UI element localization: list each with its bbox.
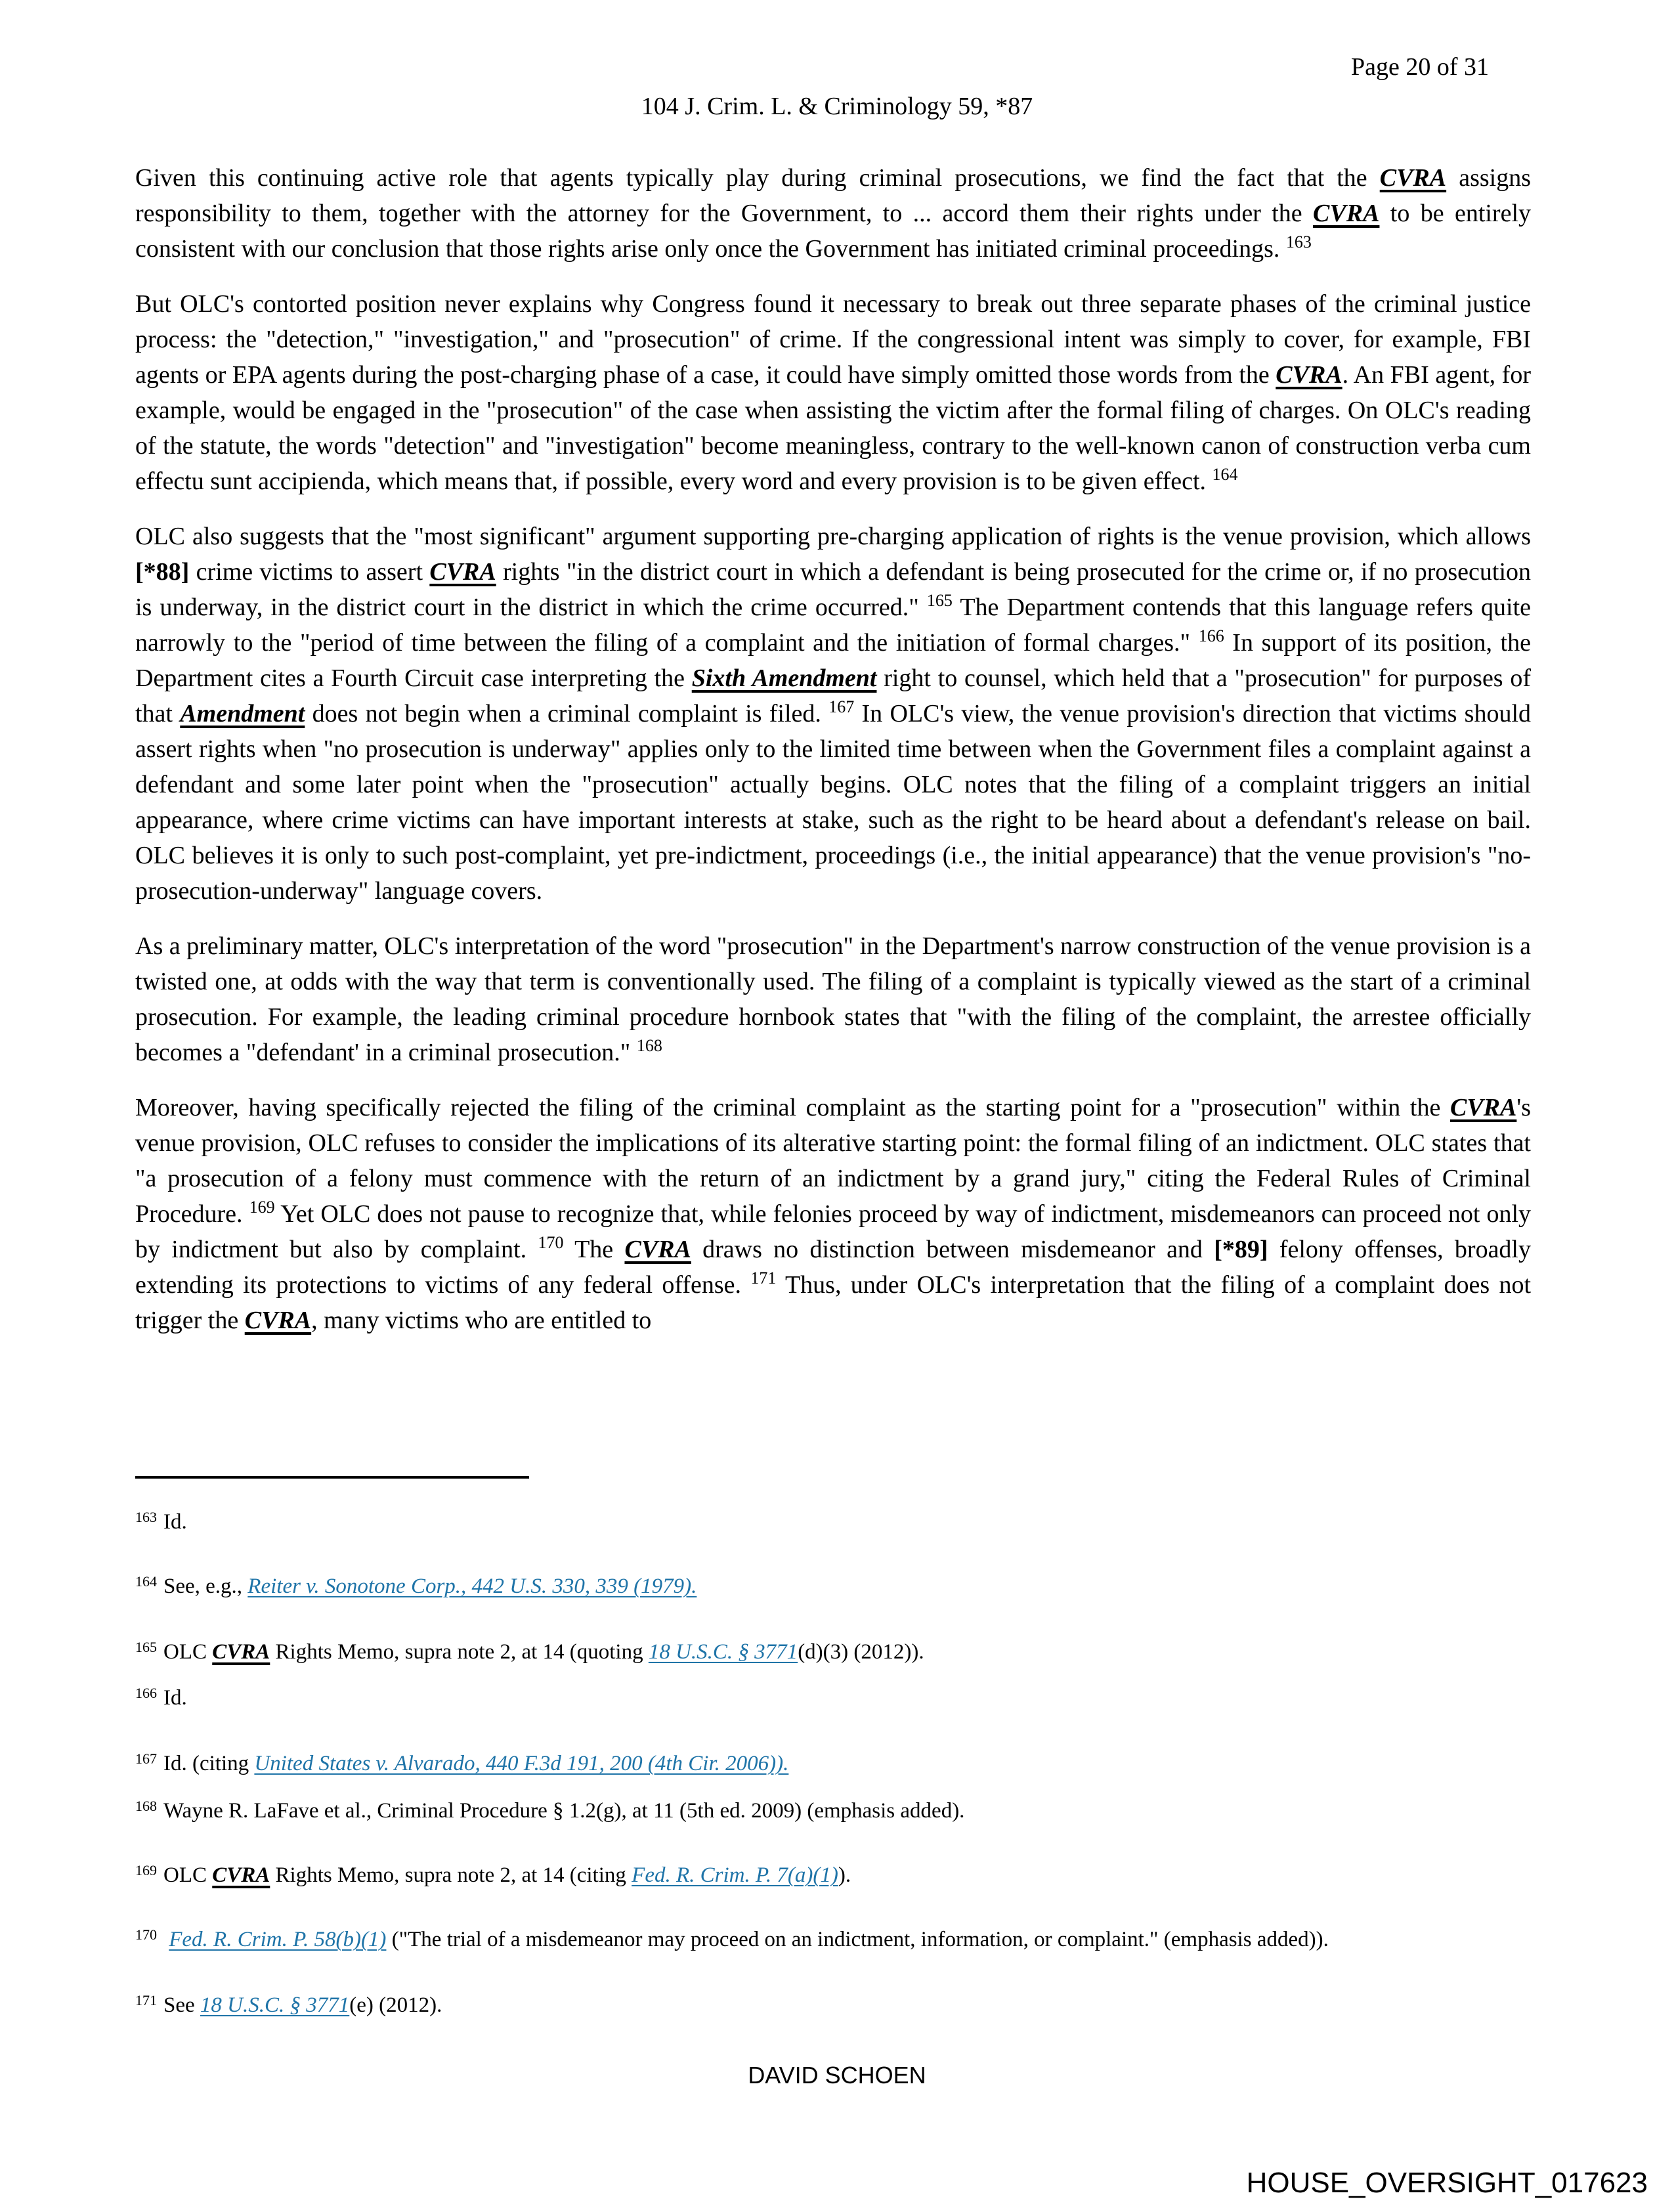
paragraph-3: OLC also suggests that the "most significant" argument supporting pre-charging application of rights is the venue provision, which allows [*88] crime victims to assert CVRA rights "in the district court in which a defendant is being prosecuted for the crime or, if no prosecution is underway, in the district court in the district in which the crime occurred." $^{165}$ The Department contends that this language refers quite narrowly to the "period of time between the filing of a complaint and the initiation of formal charges." $^{166}$ In support of its position, the Department cites a Fourth Circuit case interpreting the Sixth Amendment right to counsel, which held that a "prosecution" for purposes of that Amendment does not begin when a criminal complaint is filed. $^{167}$ In OLC's view, the venue provision's direction that victims should assert rights when "no prosecution is underway" applies only to the limited time between when the Government files a complaint against a defendant and some later point when the "prosecution" actually begins. OLC notes that the filing of a complaint triggers an initial appearance, where crime victims can have important interests at stake, such as the right to be heard about a defendant's release on bail. OLC believes it is only to such post-complaint, yet pre-indictment, proceedings (i.e., the initial appearance) that the venue provision's "no-prosecution-underway" language covers. <box>135 523 1532 905</box>
page-number: Page 20 of 31 <box>1351 53 1490 81</box>
amendment-link[interactable]: Amendment <box>180 700 305 727</box>
paragraph-5: Moreover, having specifically rejected the filing of the criminal complaint as the starting point for a "prosecution" within the CVRA's venue provision, OLC refuses to consider the implications of its alterative starting point: the formal filing of an indictment. OLC states that "a prosecution of a felony must commence with the return of an indictment by a grand jury," citing the Federal Rules of Criminal Procedure. $^{169}$ Yet OLC does not pause to recognize that, while felonies proceed by way of indictment, misdemeanors can proceed not only by indictment but also by complaint. $^{170}$ The CVRA draws no distinction between misdemeanor and [*89] felony offenses, broadly extending its protections to victims of any federal offense. $^{171}$ Thus, under OLC's interpretation that the filing of a complaint does not trigger the CVRA, many victims who are entitled to <box>135 1094 1532 1334</box>
footnote-ref-165[interactable]: 165 <box>926 591 953 610</box>
cvra-link[interactable]: CVRA <box>212 1863 270 1887</box>
running-header-citation: 104 J. Crim. L. & Criminology 59, *87 <box>641 93 1033 120</box>
footnote-165: $^{165}$ OLC CVRA Rights Memo, supra note 2, at 14 (quoting 18 U.S.C. § 3771(d)(3) (2012)). <box>135 1639 924 1664</box>
footnote-ref-164[interactable]: 164 <box>1212 465 1238 484</box>
statute-link[interactable]: 18 U.S.C. § 3771 <box>648 1640 798 1664</box>
rule-link[interactable]: Fed. R. Crim. P. 7(a)(1) <box>632 1863 838 1887</box>
footnote-ref-171[interactable]: 171 <box>750 1269 777 1288</box>
star-page-marker: [*89] <box>1214 1236 1268 1263</box>
cvra-link[interactable]: CVRA <box>624 1236 691 1263</box>
cvra-link[interactable]: CVRA <box>212 1640 270 1664</box>
case-link[interactable]: Reiter v. Sonotone Corp., 442 U.S. 330, 339 (1979). <box>247 1574 697 1598</box>
footnote-ref-168[interactable]: 168 <box>636 1036 662 1055</box>
footnote-166: $^{166}$ Id. <box>135 1685 187 1710</box>
footnote-ref-166[interactable]: 166 <box>1198 626 1224 645</box>
rule-link[interactable]: Fed. R. Crim. P. 58(b)(1) <box>169 1928 387 1951</box>
footnote-170: $^{170}$ Fed. R. Crim. P. 58(b)(1) ("The trial of a misdemeanor may proceed on an indictment, information, or complaint." (emphasis added)). <box>135 1926 1329 1951</box>
cvra-link[interactable]: CVRA <box>1379 164 1447 192</box>
cvra-link[interactable]: CVRA <box>1449 1094 1517 1121</box>
bates-number: HOUSE_OVERSIGHT_017623 <box>1246 2167 1648 2199</box>
footnote-ref-167[interactable]: 167 <box>828 697 855 716</box>
footnote-164: $^{164}$ See, e.g., Reiter v. Sonotone Corp., 442 U.S. 330, 339 (1979). <box>135 1573 697 1598</box>
document-body <box>135 160 1531 1358</box>
star-page-marker: [*88] <box>135 558 190 586</box>
footnote-167: $^{167}$ Id. (citing United States v. Alvarado, 440 F.3d 191, 200 (4th Cir. 2006)). <box>135 1750 789 1775</box>
cvra-link[interactable]: CVRA <box>1276 361 1342 389</box>
footnote-163: $^{163}$ Id. <box>135 1509 187 1534</box>
footer-author: DAVID SCHOEN <box>748 2062 926 2089</box>
sixth-amendment-link[interactable]: Sixth Amendment <box>691 664 877 692</box>
paragraph-4: As a preliminary matter, OLC's interpretation of the word "prosecution" in the Department's narrow construction of the venue provision is a twisted one, at odds with the way that term is conventionally used. The filing of a complaint is typically viewed as the start of a criminal prosecution. For example, the leading criminal procedure hornbook states that "with the filing of the complaint, the arrestee officially becomes a "defendant' in a criminal prosecution." $^{168}$ <box>135 932 1531 1066</box>
paragraph-1: Given this continuing active role that agents typically play during criminal prosecutions, we find the fact that the CVRA assigns responsibility to them, together with the attorney for the Government, to ... accord them their rights under the CVRA to be entirely consistent with our conclusion that those rights arise only once the Government has initiated criminal proceedings. $^{163}$ <box>135 164 1532 263</box>
cvra-link[interactable]: CVRA <box>1313 200 1380 227</box>
statute-link[interactable]: 18 U.S.C. § 3771 <box>200 1993 350 2017</box>
footnote-169: $^{169}$ OLC CVRA Rights Memo, supra note 2, at 14 (citing Fed. R. Crim. P. 7(a)(1)). <box>135 1862 851 1887</box>
paragraph-2: But OLC's contorted position never explains why Congress found it necessary to break out three separate phases of the criminal justice process: the "detection," "investigation," and "prosecution" of crime. If the congressional intent was simply to cover, for example, FBI agents or EPA agents during the post-charging phase of a case, it could have simply omitted those words from the CVRA. An FBI agent, for example, would be engaged in the "prosecution" of the case when assisting the victim after the formal filing of charges. On OLC's reading of the statute, the words "detection" and "investigation" become meaningless, contrary to the well-known canon of construction verba cum effectu sunt accipienda, which means that, if possible, every word and every provision is to be given effect. $^{164}$ <box>135 290 1531 495</box>
footnote-168: $^{168}$ Wayne R. LaFave et al., Criminal Procedure § 1.2(g), at 11 (5th ed. 2009) (emphasis added). <box>135 1798 965 1823</box>
footnote-divider <box>135 1476 529 1479</box>
cvra-link[interactable]: CVRA <box>429 558 496 586</box>
footnote-171: $^{171}$ See 18 U.S.C. § 3771(e) (2012). <box>135 1992 442 2017</box>
case-link[interactable]: United States v. Alvarado, 440 F.3d 191, 200 (4th Cir. 2006)). <box>254 1752 789 1775</box>
footnote-ref-169[interactable]: 169 <box>249 1198 275 1217</box>
cvra-link[interactable]: CVRA <box>244 1307 312 1334</box>
footnote-ref-163[interactable]: 163 <box>1285 232 1312 251</box>
footnote-ref-170[interactable]: 170 <box>538 1233 564 1252</box>
